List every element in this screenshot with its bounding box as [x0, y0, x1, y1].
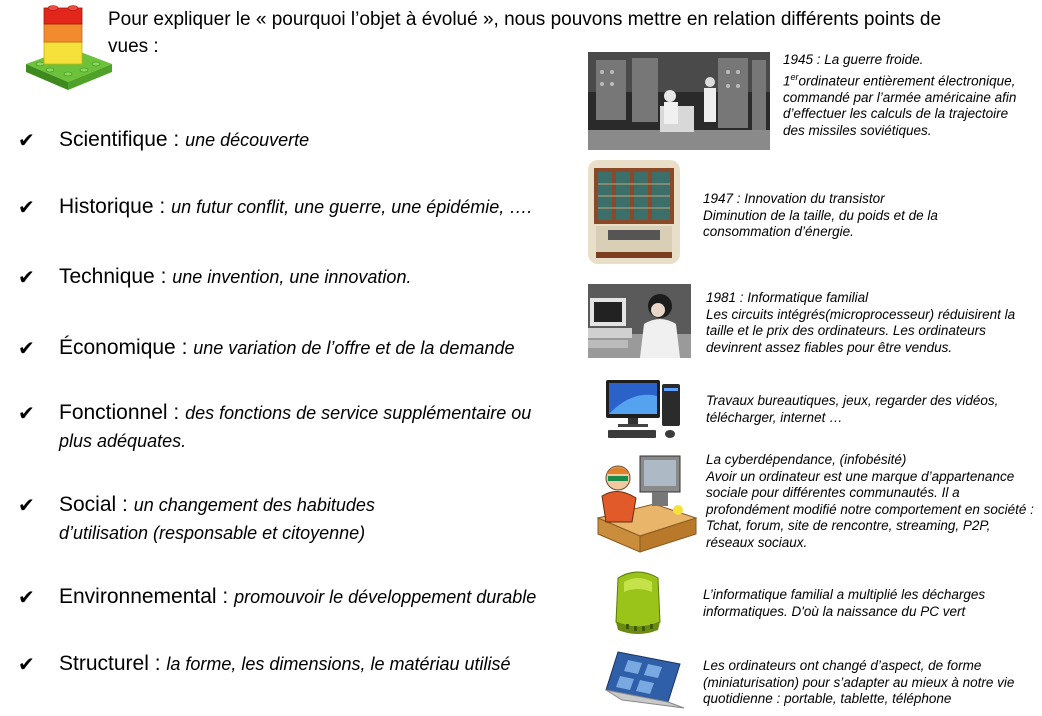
- caption-green-pc: L’informatique familial a multiplié les décharges informatiques. D'où la naissance du PC vert: [703, 587, 986, 619]
- term-label: Social: [59, 493, 117, 516]
- green-pc-icon: [610, 568, 666, 636]
- mainframe-computer-icon: [588, 160, 680, 264]
- term-description: des fonctions de service supplémentaire ou plus adéquates.: [59, 403, 532, 451]
- lego-brick-stack-icon: [24, 2, 114, 94]
- separator: :: [167, 401, 186, 424]
- caption-ordinal: 1: [783, 73, 791, 88]
- separator: :: [148, 652, 167, 675]
- term-label: Scientifique: [59, 128, 168, 151]
- caption-social: La cyberdépendance, (infobésité) Avoir un ordinateur est une marque d’appartenance sociale pour différentes communautés. Il a profondément modifié notre comportement en société : Tchat, forum, site de rencontre, streaming, P2P, réseaux sociaux.: [706, 452, 1034, 550]
- family-computer-photo-icon: [588, 284, 691, 358]
- laptop-icon: [598, 650, 688, 712]
- check-icon: ✔: [18, 338, 35, 360]
- check-icon: ✔: [18, 495, 35, 517]
- separator: :: [116, 493, 134, 516]
- check-icon: ✔: [18, 654, 35, 676]
- caption-line: 1945 : La guerre froide.: [783, 52, 924, 67]
- check-icon: ✔: [18, 403, 35, 425]
- caption-laptop: Les ordinateurs ont changé d’aspect, de forme (miniaturisation) pour s’adapter au mieux à notre vie quotidienne : portable, tablette, téléphone: [703, 658, 1015, 706]
- caption-eniac: [783, 52, 1033, 139]
- term-description: une variation de l’offre et de la demande: [193, 338, 515, 358]
- caption-superscript: er: [790, 71, 799, 82]
- separator: :: [154, 265, 173, 288]
- term-description: un futur conflit, une guerre, une épidémie, ….: [171, 197, 533, 217]
- caption-usages: Travaux bureautiques, jeux, regarder des vidéos, télécharger, internet …: [706, 393, 999, 425]
- check-icon: ✔: [18, 587, 35, 609]
- intro-text: Pour expliquer le « pourquoi l’objet à évolué », nous pouvons mettre en relation différents points de vues :: [108, 9, 942, 57]
- separator: :: [175, 336, 194, 359]
- term-label: Technique: [59, 265, 155, 288]
- caption-transistor: 1947 : Innovation du transistor Diminution de la taille, du poids et de la consommation d’énergie.: [703, 191, 938, 239]
- term-label: Économique: [59, 336, 176, 359]
- term-label: Historique: [59, 195, 154, 218]
- caption-family: 1981 : Informatique familial Les circuits intégrés(microprocesseur) réduisirent la taille et le prix des ordinateurs. Les ordinateurs devinrent assez fiables pour être vendus.: [706, 290, 1016, 355]
- caption-text: ordinateur entièrement électronique, commandé par l’armée américaine afin d’effectuer les calculs de la trajectoire des missiles soviétiques.: [783, 73, 1017, 138]
- check-icon: ✔: [18, 197, 35, 219]
- separator: :: [153, 195, 172, 218]
- eniac-photo-icon: [588, 52, 770, 150]
- term-description: promouvoir le développement durable: [234, 587, 537, 607]
- check-icon: ✔: [18, 267, 35, 289]
- separator: :: [216, 585, 235, 608]
- term-description: un changement des habitudes d’utilisation (responsable et citoyenne): [59, 495, 375, 543]
- term-label: Structurel: [59, 652, 149, 675]
- separator: :: [167, 128, 186, 151]
- term-description: la forme, les dimensions, le matériau utilisé: [166, 654, 511, 674]
- desktop-pc-icon: [604, 376, 684, 440]
- term-label: Environnemental: [59, 585, 217, 608]
- cyber-addict-cartoon-icon: [588, 452, 702, 554]
- check-icon: ✔: [18, 130, 35, 152]
- term-description: une découverte: [185, 130, 310, 150]
- term-description: une invention, une innovation.: [172, 267, 412, 287]
- term-label: Fonctionnel: [59, 401, 168, 424]
